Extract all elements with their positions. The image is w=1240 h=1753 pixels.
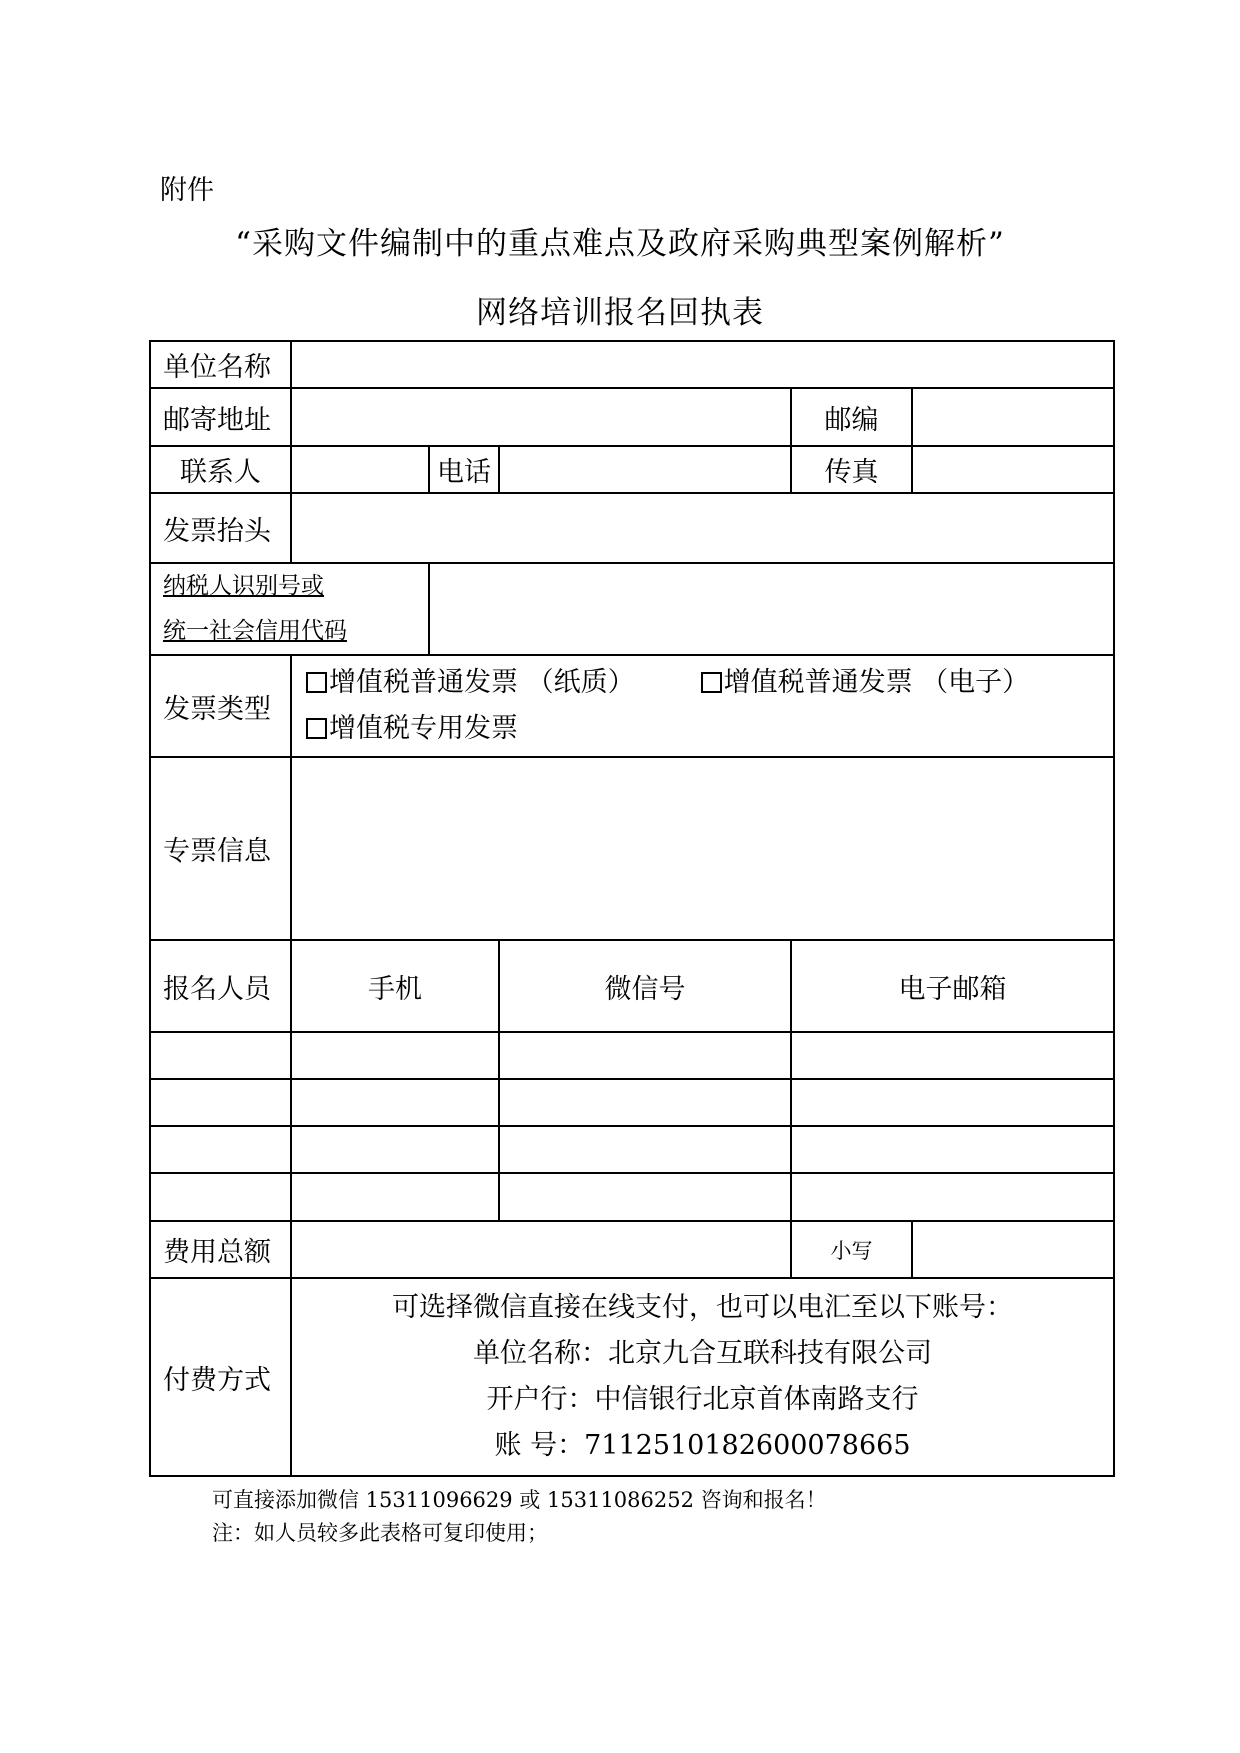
account-number: 账 号：7112510182600078665 bbox=[494, 1430, 911, 1461]
row-special-invoice-info bbox=[150, 757, 1114, 940]
attendee-name-field[interactable] bbox=[150, 1079, 291, 1126]
attendee-row bbox=[150, 1079, 1114, 1126]
phone-label: 电话 bbox=[429, 446, 499, 493]
row-attendees-header bbox=[150, 940, 1114, 1032]
attendee-row bbox=[150, 1126, 1114, 1173]
payment-method-label: 付费方式 bbox=[150, 1278, 291, 1476]
lowercase-label: 小写 bbox=[791, 1221, 912, 1278]
row-contact bbox=[150, 446, 1114, 493]
unit-name-label: 单位名称 bbox=[150, 341, 291, 388]
checkbox-icon[interactable] bbox=[306, 718, 327, 739]
attendee-mobile-field[interactable] bbox=[291, 1032, 499, 1079]
attendee-email-field[interactable] bbox=[791, 1032, 1114, 1079]
attendee-wechat-field[interactable] bbox=[499, 1032, 791, 1079]
attendee-mobile-field[interactable] bbox=[291, 1126, 499, 1173]
invoice-type-options bbox=[291, 655, 1114, 757]
registration-form bbox=[149, 340, 1115, 1477]
invoice-option-electronic-label: 增值税普通发票 （电子） bbox=[723, 667, 1030, 698]
footer-notes bbox=[212, 1484, 827, 1550]
document-subtitle: 网络培训报名回执表 bbox=[476, 295, 764, 331]
total-fee-label: 费用总额 bbox=[150, 1221, 291, 1278]
mailing-address-field[interactable] bbox=[291, 388, 791, 446]
attendee-name-field[interactable] bbox=[150, 1032, 291, 1079]
taxpayer-id-label bbox=[150, 563, 429, 655]
attendees-label: 报名人员 bbox=[150, 940, 291, 1032]
phone-field[interactable] bbox=[499, 446, 791, 493]
attendee-email-field[interactable] bbox=[791, 1173, 1114, 1221]
invoice-type-label: 发票类型 bbox=[150, 655, 291, 757]
attendee-wechat-field[interactable] bbox=[499, 1126, 791, 1173]
checkbox-icon[interactable] bbox=[701, 672, 722, 693]
attendee-name-field[interactable] bbox=[150, 1173, 291, 1221]
checkbox-icon[interactable] bbox=[306, 672, 327, 693]
attendee-wechat-field[interactable] bbox=[499, 1079, 791, 1126]
payment-instruction: 可选择微信直接在线支付，也可以电汇至以下账号： bbox=[392, 1292, 1014, 1323]
row-taxpayer-id bbox=[150, 563, 1114, 655]
attendee-mobile-field[interactable] bbox=[291, 1173, 499, 1221]
email-header: 电子邮箱 bbox=[791, 940, 1114, 1032]
invoice-header-field[interactable] bbox=[291, 493, 1114, 563]
copy-note: 注：如人员较多此表格可复印使用； bbox=[212, 1521, 548, 1545]
row-invoice-type bbox=[150, 655, 1114, 757]
invoice-option-paper-label: 增值税普通发票 （纸质） bbox=[329, 667, 635, 698]
invoice-option-electronic[interactable] bbox=[701, 660, 1030, 706]
taxpayer-id-field[interactable] bbox=[429, 563, 1114, 655]
attendee-email-field[interactable] bbox=[791, 1126, 1114, 1173]
row-total-fee bbox=[150, 1221, 1114, 1278]
payment-details bbox=[291, 1278, 1114, 1476]
taxpayer-id-label-line2: 统一社会信用代码 bbox=[163, 618, 347, 644]
fax-field[interactable] bbox=[912, 446, 1114, 493]
invoice-option-special-label: 增值税专用发票 bbox=[329, 713, 518, 744]
lowercase-amount-field[interactable] bbox=[912, 1221, 1114, 1278]
contact-label: 联系人 bbox=[150, 446, 291, 493]
attachment-label: 附件 bbox=[160, 175, 214, 206]
payee-name: 单位名称：北京九合互联科技有限公司 bbox=[473, 1338, 933, 1369]
unit-name-field[interactable] bbox=[291, 341, 1114, 388]
fax-label: 传真 bbox=[791, 446, 912, 493]
row-invoice-header bbox=[150, 493, 1114, 563]
row-unit-name bbox=[150, 341, 1114, 388]
mobile-header: 手机 bbox=[291, 940, 499, 1032]
contact-field[interactable] bbox=[291, 446, 429, 493]
invoice-header-label: 发票抬头 bbox=[150, 493, 291, 563]
attendee-name-field[interactable] bbox=[150, 1126, 291, 1173]
taxpayer-id-label-line1: 纳税人识别号或 bbox=[163, 573, 324, 599]
bank-name: 开户行：中信银行北京首体南路支行 bbox=[486, 1384, 919, 1415]
wechat-header: 微信号 bbox=[499, 940, 791, 1032]
special-invoice-info-field[interactable] bbox=[291, 757, 1114, 940]
mailing-address-label: 邮寄地址 bbox=[150, 388, 291, 446]
invoice-option-special[interactable] bbox=[306, 706, 518, 752]
postcode-field[interactable] bbox=[912, 388, 1114, 446]
special-invoice-info-label: 专票信息 bbox=[150, 757, 291, 940]
row-payment-method bbox=[150, 1278, 1114, 1476]
attendee-row bbox=[150, 1173, 1114, 1221]
attendee-row bbox=[150, 1032, 1114, 1079]
invoice-option-paper[interactable] bbox=[306, 660, 635, 706]
attendee-mobile-field[interactable] bbox=[291, 1079, 499, 1126]
attendee-email-field[interactable] bbox=[791, 1079, 1114, 1126]
row-mailing-address bbox=[150, 388, 1114, 446]
attendee-wechat-field[interactable] bbox=[499, 1173, 791, 1221]
contact-note: 可直接添加微信 15311096629 或 15311086252 咨询和报名！ bbox=[212, 1488, 827, 1512]
document-title: “采购文件编制中的重点难点及政府采购典型案例解析” bbox=[235, 226, 1005, 262]
total-fee-field[interactable] bbox=[291, 1221, 791, 1278]
postcode-label: 邮编 bbox=[791, 388, 912, 446]
